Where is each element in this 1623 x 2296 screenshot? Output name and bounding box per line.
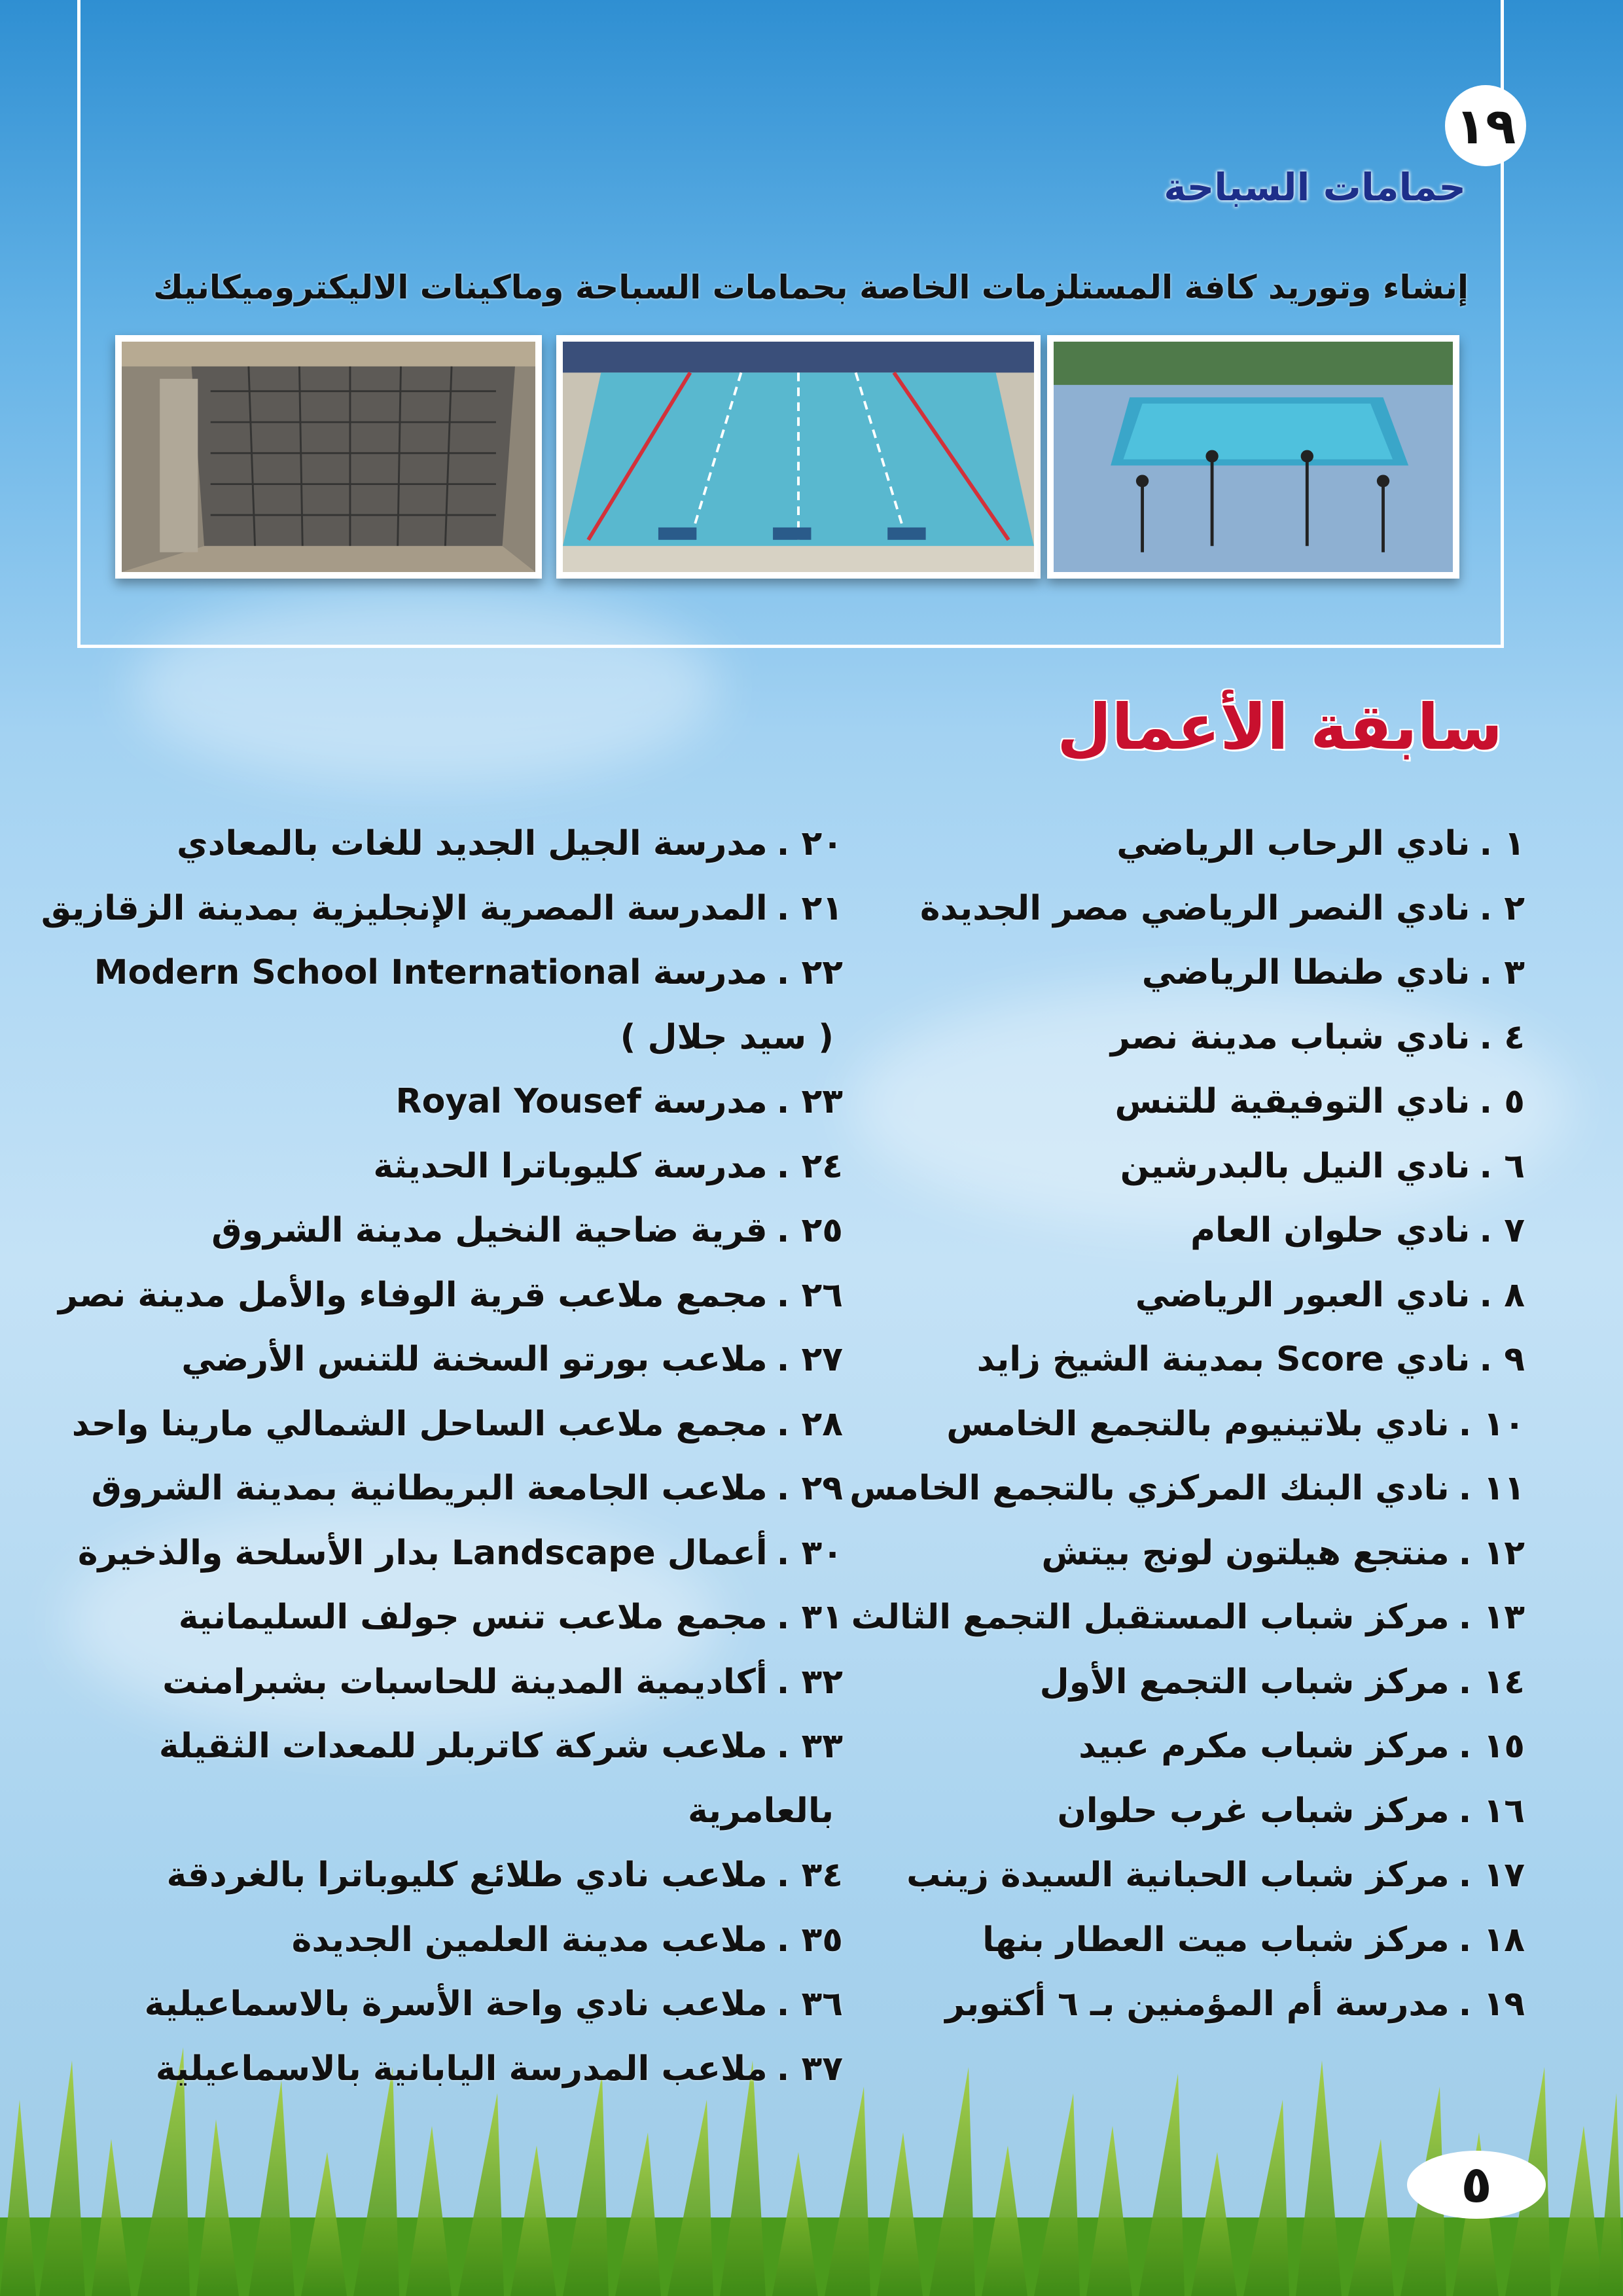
list-item-number: ٢٣ . <box>776 1082 843 1121</box>
list-item-text: مدرسة الجيل الجديد للغات بالمعادي <box>176 824 768 863</box>
list-item-number: ٢٦ . <box>776 1275 843 1315</box>
list-item <box>870 1779 1525 1844</box>
list-item-number: ٢٠ . <box>776 824 843 863</box>
list-item <box>870 1327 1525 1392</box>
list-item-text: أكاديمية المدينة للحاسبات بشبرامنت <box>162 1662 768 1702</box>
list-item-text: مركز شباب مكرم عبيد <box>1079 1727 1450 1766</box>
list-item <box>97 1327 843 1392</box>
list-item-number: ١٣ . <box>1458 1598 1525 1637</box>
list-item-text: منتجع هيلتون لونج بيتش <box>1041 1533 1450 1573</box>
list-item <box>97 1005 843 1070</box>
list-item-text: بالعامرية <box>687 1791 834 1831</box>
section-number-badge: ١٩ <box>1445 85 1526 166</box>
list-item <box>870 1908 1525 1973</box>
list-item <box>97 1908 843 1973</box>
list-item-number: ٥ . <box>1479 1082 1525 1121</box>
list-item-number: ٨ . <box>1479 1275 1525 1315</box>
list-item-number: ٣٥ . <box>776 1920 843 1960</box>
list-item-text: نادي البنك المركزي بالتجمع الخامس <box>849 1469 1450 1508</box>
list-item-text: مركز شباب ميت العطار بنها <box>982 1920 1450 1960</box>
list-item-text: مجمع ملاعب قرية الوفاء والأمل مدينة نصر <box>58 1275 768 1315</box>
list-item-text: أعمال Landscape بدار الأسلحة والذخيرة <box>77 1533 768 1573</box>
list-item-text: مجمع ملاعب الساحل الشمالي مارينا واحد <box>71 1404 768 1444</box>
list-item-text: نادي التوفيقية للتنس <box>1115 1082 1471 1121</box>
list-item-number: ١٤ . <box>1458 1662 1525 1702</box>
pool-construction-photo <box>115 335 542 579</box>
outdoor-pool-photo <box>1047 335 1459 579</box>
list-item-text: مركز شباب غرب حلوان <box>1057 1791 1450 1831</box>
list-item <box>870 1650 1525 1715</box>
previous-works-list-right <box>849 812 1525 2037</box>
list-item-text: ( سيد جلال ) <box>620 1017 834 1057</box>
list-item-number: ٣١ . <box>776 1598 843 1637</box>
list-item-text: نادي شباب مدينة نصر <box>1110 1017 1471 1057</box>
list-item <box>97 1972 843 2037</box>
indoor-lap-pool-photo <box>556 335 1041 579</box>
section-title: حمامات السباحة <box>1164 165 1466 209</box>
list-item-number: ٢٧ . <box>776 1340 843 1379</box>
list-item-number: ٦ . <box>1479 1146 1525 1186</box>
list-item-number: ٢٢ . <box>776 953 843 992</box>
list-item-number: ١ . <box>1479 824 1525 863</box>
list-item-number: ١٧ . <box>1458 1856 1525 1895</box>
list-item-text: ملاعب مدينة العلمين الجديدة <box>291 1920 768 1960</box>
list-item-text: المدرسة المصرية الإنجليزية بمدينة الزقازيق <box>41 888 768 928</box>
list-item-text: نادي النيل بالبدرشين <box>1120 1146 1471 1186</box>
list-item <box>870 1069 1525 1134</box>
list-item-text: نادي طنطا الرياضي <box>1141 953 1471 992</box>
list-item-text: ملاعب نادي واحة الأسرة بالاسماعيلية <box>144 1984 768 2024</box>
list-item <box>58 1263 843 1328</box>
list-item <box>97 1069 843 1134</box>
list-item <box>94 941 843 1005</box>
page-number: ٥ <box>1407 2151 1546 2219</box>
list-item-number: ١٢ . <box>1458 1533 1525 1573</box>
list-item-text: مدرسة Royal Yousef <box>395 1082 768 1121</box>
list-item <box>870 876 1525 941</box>
list-item-number: ٣٦ . <box>776 1984 843 2024</box>
list-item-text: نادي الرحاب الرياضي <box>1116 824 1471 863</box>
list-item-number: ٣ . <box>1479 953 1525 992</box>
list-item-number: ٤ . <box>1479 1017 1525 1057</box>
list-item-text: نادي النصر الرياضي مصر الجديدة <box>919 888 1471 928</box>
list-item-number: ١٠ . <box>1458 1404 1525 1444</box>
previous-works-title: سابقة الأعمال <box>1057 691 1503 764</box>
list-item <box>97 1198 843 1263</box>
list-item-text: نادي حلوان العام <box>1190 1211 1471 1250</box>
list-item-text: مركز شباب المستقبل التجمع الثالث <box>851 1598 1450 1637</box>
list-item-text: ملاعب نادي طلائع كليوباترا بالغردقة <box>166 1856 768 1895</box>
list-item <box>41 876 843 941</box>
list-item-number: ٢٤ . <box>776 1146 843 1186</box>
list-item-number: ٢٩ . <box>776 1469 843 1508</box>
list-item-number: ٣٢ . <box>776 1662 843 1702</box>
list-item <box>870 1843 1525 1908</box>
list-item <box>71 1392 843 1457</box>
list-item-text: مركز شباب التجمع الأول <box>1039 1662 1450 1702</box>
list-item <box>870 1263 1525 1328</box>
list-item-number: ٣٠ . <box>776 1533 843 1573</box>
list-item-number: ١١ . <box>1458 1469 1525 1508</box>
list-item-text: مدرسة Modern School International <box>94 953 768 992</box>
list-item-number: ٣٣ . <box>776 1727 843 1766</box>
list-item <box>870 1198 1525 1263</box>
list-item-number: ١٩ . <box>1458 1984 1525 2024</box>
list-item-number: ٣٧ . <box>776 2049 843 2089</box>
list-item-number: ٢ . <box>1479 888 1525 928</box>
list-item <box>870 1521 1525 1586</box>
list-item-number: ٩ . <box>1479 1340 1525 1379</box>
list-item-text: ملاعب الجامعة البريطانية بمدينة الشروق <box>91 1469 768 1508</box>
list-item-text: نادي العبور الرياضي <box>1135 1275 1471 1315</box>
list-item-text: مجمع ملاعب تنس جولف السليمانية <box>178 1598 768 1637</box>
list-item-text: مدرسة أم المؤمنين بـ ٦ أكتوبر <box>945 1984 1450 2024</box>
list-item-number: ٢١ . <box>776 888 843 928</box>
list-item <box>870 941 1525 1005</box>
list-item <box>849 1456 1525 1521</box>
list-item-text: ملاعب بورتو السخنة للتنس الأرضي <box>181 1340 768 1379</box>
list-item <box>870 1714 1525 1779</box>
list-item-text: مركز شباب الحبانية السيدة زينب <box>906 1856 1450 1895</box>
section-subtitle: إنشاء وتوريد كافة المستلزمات الخاصة بحمامات السباحة وماكينات الاليكتروميكانيك <box>153 268 1469 306</box>
list-item <box>870 812 1525 876</box>
list-item <box>870 1005 1525 1070</box>
list-item <box>97 2037 843 2102</box>
list-item <box>870 1392 1525 1457</box>
list-item-number: ١٦ . <box>1458 1791 1525 1831</box>
list-item <box>851 1585 1525 1650</box>
list-item <box>97 1585 843 1650</box>
list-item-text: ملاعب المدرسة اليابانية بالاسماعيلية <box>155 2049 768 2089</box>
list-item-number: ١٥ . <box>1458 1727 1525 1766</box>
list-item-text: ملاعب شركة كاتربلر للمعدات الثقيلة <box>158 1727 768 1766</box>
list-item-text: نادي بلاتينيوم بالتجمع الخامس <box>946 1404 1450 1444</box>
list-item-number: ٢٨ . <box>776 1404 843 1444</box>
list-item <box>97 1843 843 1908</box>
list-item <box>97 812 843 876</box>
list-item <box>870 1134 1525 1199</box>
list-item-number: ٧ . <box>1479 1211 1525 1250</box>
list-item <box>97 1714 843 1779</box>
list-item <box>97 1134 843 1199</box>
list-item-text: مدرسة كليوباترا الحديثة <box>373 1146 768 1186</box>
list-item <box>91 1456 843 1521</box>
list-item <box>870 1972 1525 2037</box>
list-item-number: ١٨ . <box>1458 1920 1525 1960</box>
list-item-text: قرية ضاحية النخيل مدينة الشروق <box>211 1211 768 1250</box>
previous-works-list-left <box>41 812 843 2101</box>
list-item <box>97 1650 843 1715</box>
list-item-number: ٣٤ . <box>776 1856 843 1895</box>
list-item <box>97 1779 843 1844</box>
list-item-text: نادي Score بمدينة الشيخ زايد <box>976 1340 1471 1379</box>
list-item <box>77 1521 843 1586</box>
list-item-number: ٢٥ . <box>776 1211 843 1250</box>
